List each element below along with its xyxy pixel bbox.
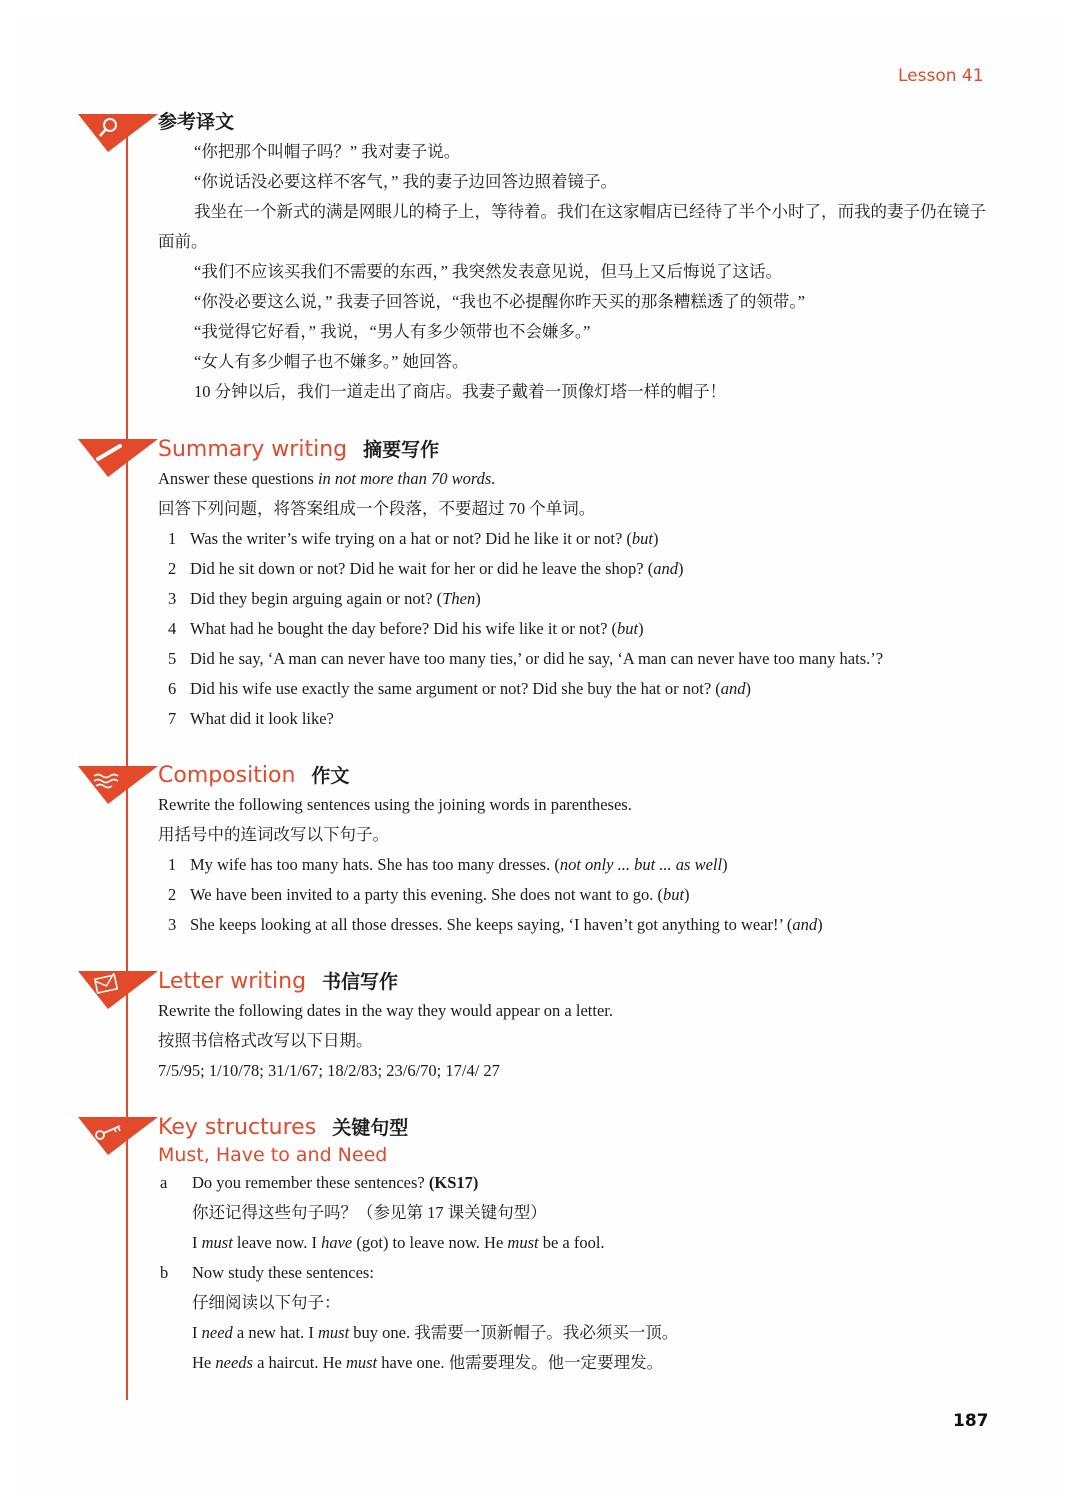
key-item-b: b Now study these sentences: xyxy=(160,1263,374,1282)
composition-instruction: Rewrite the following sentences using the joining words in parentheses. xyxy=(158,795,632,814)
question-item: 7 What did it look like? xyxy=(168,709,334,728)
key-item-a-cn: 你还记得这些句子吗？（参见第 17 课关键句型） xyxy=(192,1203,547,1222)
translation-paragraph: “你把那个叫帽子吗？” 我对妻子说。 xyxy=(194,142,461,161)
key-icon xyxy=(78,1115,160,1159)
composition-section xyxy=(158,762,998,940)
key-structures-section xyxy=(158,1114,998,1378)
translation-paragraph: “我觉得它好看，” 我说，“男人有多少领带也不会嫌多。” xyxy=(194,322,591,341)
key-item-a-example: I must leave now. I have (got) to leave now. He must be a fool. xyxy=(192,1233,605,1252)
summary-heading: Summary writing 摘要写作 xyxy=(158,437,440,462)
translation-paragraph: “我们不应该买我们不需要的东西，” 我突然发表意见说，但马上又后悔说了这话。 xyxy=(194,262,783,281)
magnifier-icon xyxy=(78,112,160,156)
translation-paragraph: 我坐在一个新式的满是网眼儿的椅子上，等待着。我们在这家帽店已经待了半个小时了，而我的妻子仍在镜子面前。 xyxy=(158,202,986,251)
question-item: 4 What had he bought the day before? Did his wife like it or not? (but) xyxy=(168,619,644,638)
translation-paragraph: “你说话没必要这样不客气，” 我的妻子边回答边照着镜子。 xyxy=(194,172,618,191)
letter-heading: Letter writing 书信写作 xyxy=(158,969,399,994)
question-item: 6 Did his wife use exactly the same argument or not? Did she buy the hat or not? (and) xyxy=(168,679,752,698)
summary-instruction: Answer these questions in not more than 70 words. xyxy=(158,469,496,488)
page-number: 187 xyxy=(953,1411,989,1431)
key-item-b-example: He needs a haircut. He must have one. 他需要理发。他一定要理发。 xyxy=(192,1353,664,1372)
summary-instruction-cn: 回答下列问题，将答案组成一个段落，不要超过 70 个单词。 xyxy=(158,499,596,518)
envelope-icon xyxy=(78,969,160,1013)
translation-paragraph: “你没必要这么说，” 我妻子回答说，“我也不必提醒你昨天买的那条糟糕透了的领带。” xyxy=(194,292,805,311)
question-item: 3 Did they begin arguing again or not? (Then) xyxy=(168,589,481,608)
composition-instruction-cn: 用括号中的连词改写以下句子。 xyxy=(158,825,389,844)
composition-item: 1 My wife has too many hats. She has too many dresses. (not only ... but ... as well) xyxy=(168,855,728,874)
key-item-a: a Do you remember these sentences? (KS17) xyxy=(160,1173,479,1192)
summary-section xyxy=(158,436,998,734)
translation-paragraph: “女人有多少帽子也不嫌多。” 她回答。 xyxy=(194,352,469,371)
question-item: 5 Did he say, ‘A man can never have too many ties,’ or did he say, ‘A man can never have too many hats.’? xyxy=(168,649,884,668)
lesson-tag: Lesson 41 xyxy=(898,66,984,86)
composition-item: 3 She keeps looking at all those dresses. She keeps saying, ‘I haven’t got anything to wear!’ (and) xyxy=(168,915,823,934)
margin-rule xyxy=(126,125,128,1400)
composition-item: 2 We have been invited to a party this evening. She does not want to go. (but) xyxy=(168,885,690,904)
translation-section xyxy=(158,108,998,407)
letter-instruction-cn: 按照书信格式改写以下日期。 xyxy=(158,1031,373,1050)
key-structures-subtitle: Must, Have to and Need xyxy=(158,1144,388,1166)
pencil-icon xyxy=(78,437,160,481)
translation-heading: 参考译文 xyxy=(158,111,235,133)
key-structures-heading: Key structures 关键句型 xyxy=(158,1115,409,1140)
letter-section xyxy=(158,968,998,1086)
letter-dates: 7/5/95; 1/10/78; 31/1/67; 18/2/83; 23/6/70; 17/4/ 27 xyxy=(158,1061,500,1080)
question-item: 1 Was the writer’s wife trying on a hat or not? Did he like it or not? (but) xyxy=(168,529,659,548)
composition-heading: Composition 作文 xyxy=(158,763,350,788)
translation-paragraph: 10 分钟以后，我们一道走出了商店。我妻子戴着一顶像灯塔一样的帽子！ xyxy=(194,382,727,401)
key-item-b-example: I need a new hat. I must buy one. 我需要一顶新帽子。我必须买一顶。 xyxy=(192,1323,679,1342)
question-item: 2 Did he sit down or not? Did he wait for her or did he leave the shop? (and) xyxy=(168,559,684,578)
waves-icon xyxy=(78,764,160,808)
key-item-b-cn: 仔细阅读以下句子： xyxy=(192,1293,341,1312)
letter-instruction: Rewrite the following dates in the way they would appear on a letter. xyxy=(158,1001,613,1020)
